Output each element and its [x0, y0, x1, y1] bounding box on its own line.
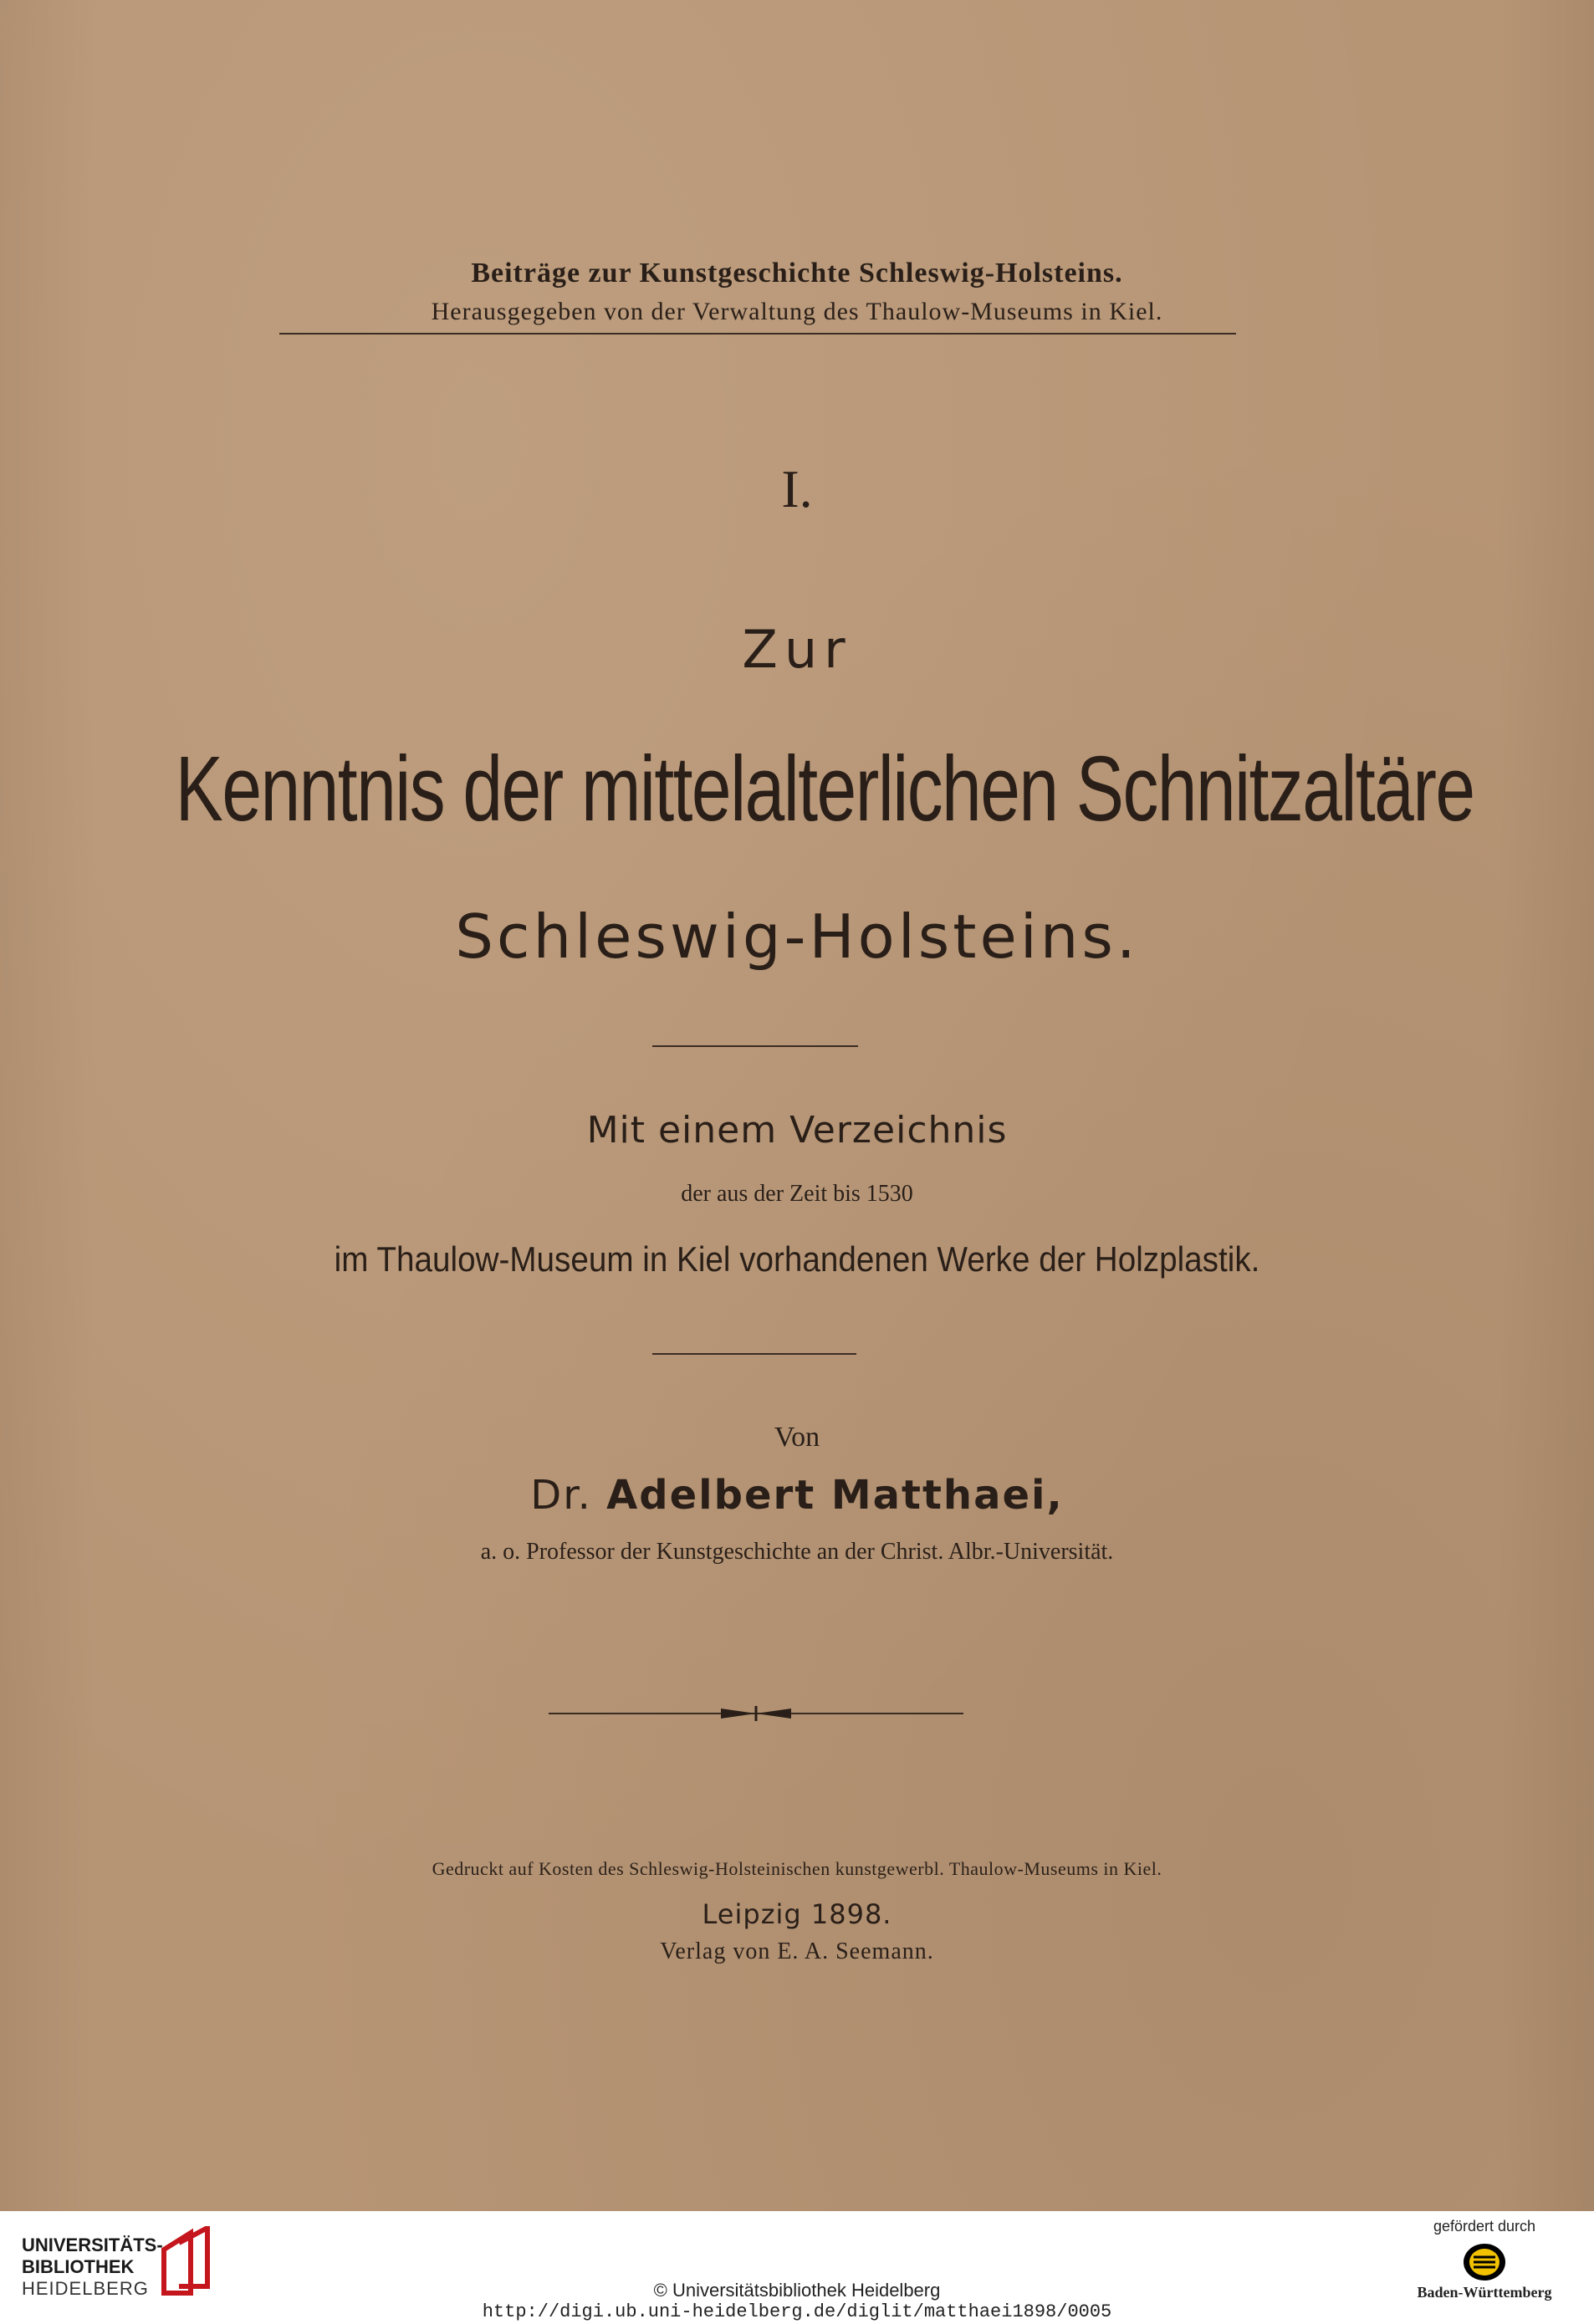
author-affiliation: a. o. Professor der Kunstgeschichte an der Christ. Albr.-Universität. — [480, 1539, 1114, 1565]
title-region: Schleswig-Holsteins. — [455, 902, 1139, 972]
baden-wuerttemberg-crest-icon — [1462, 2242, 1507, 2282]
appendix-line-2: der aus der Zeit bis 1530 — [681, 1181, 913, 1207]
copyright-notice: © Universitätsbibliothek Heidelberg — [653, 2280, 941, 2301]
title-prefix: Zur — [742, 619, 852, 680]
place-year: Leipzig 1898. — [702, 1898, 892, 1930]
library-city: HEIDELBERG — [22, 2278, 149, 2299]
library-name: UNIVERSITÄTS- BIBLIOTHEK — [22, 2235, 163, 2277]
author-name: Adelbert Matthaei, — [606, 1472, 1064, 1519]
main-title: Kenntnis der mittelalterlichen Schnitzaltäre — [175, 738, 1474, 840]
divider-1 — [652, 1045, 858, 1047]
publisher: Verlag von E. A. Seemann. — [660, 1938, 934, 1964]
series-subtitle: Herausgegeben von der Verwaltung des Thaulow-Museums in Kiel. — [431, 298, 1163, 325]
permalink-url[interactable]: http://digi.ub.uni-heidelberg.de/diglit/matthaei1898/0005 — [482, 2301, 1112, 2322]
digitization-footer — [0, 2211, 1594, 2324]
appendix-line-3: im Thaulow-Museum in Kiel vorhandenen Werke der Holzplastik. — [334, 1239, 1260, 1279]
funding-name: Baden-Württemberg — [1417, 2284, 1552, 2301]
funding-credit — [1397, 2216, 1572, 2321]
printing-note: Gedruckt auf Kosten des Schleswig-Holsteinischen kunstgewerbl. Thaulow-Museums in Kiel. — [432, 1858, 1162, 1879]
volume-number: I. — [781, 459, 813, 518]
appendix-line-1: Mit einem Verzeichnis — [586, 1109, 1008, 1152]
author-prefix: Dr. — [530, 1472, 592, 1519]
ornamental-rule — [547, 1703, 965, 1724]
header-rule — [279, 333, 1236, 335]
funding-label: gefördert durch — [1433, 2218, 1536, 2235]
series-title: Beiträge zur Kunstgeschichte Schleswig-Holsteins. — [471, 258, 1123, 289]
divider-2 — [652, 1353, 856, 1355]
author — [0, 1472, 1594, 1519]
byline-von: Von — [774, 1422, 820, 1453]
